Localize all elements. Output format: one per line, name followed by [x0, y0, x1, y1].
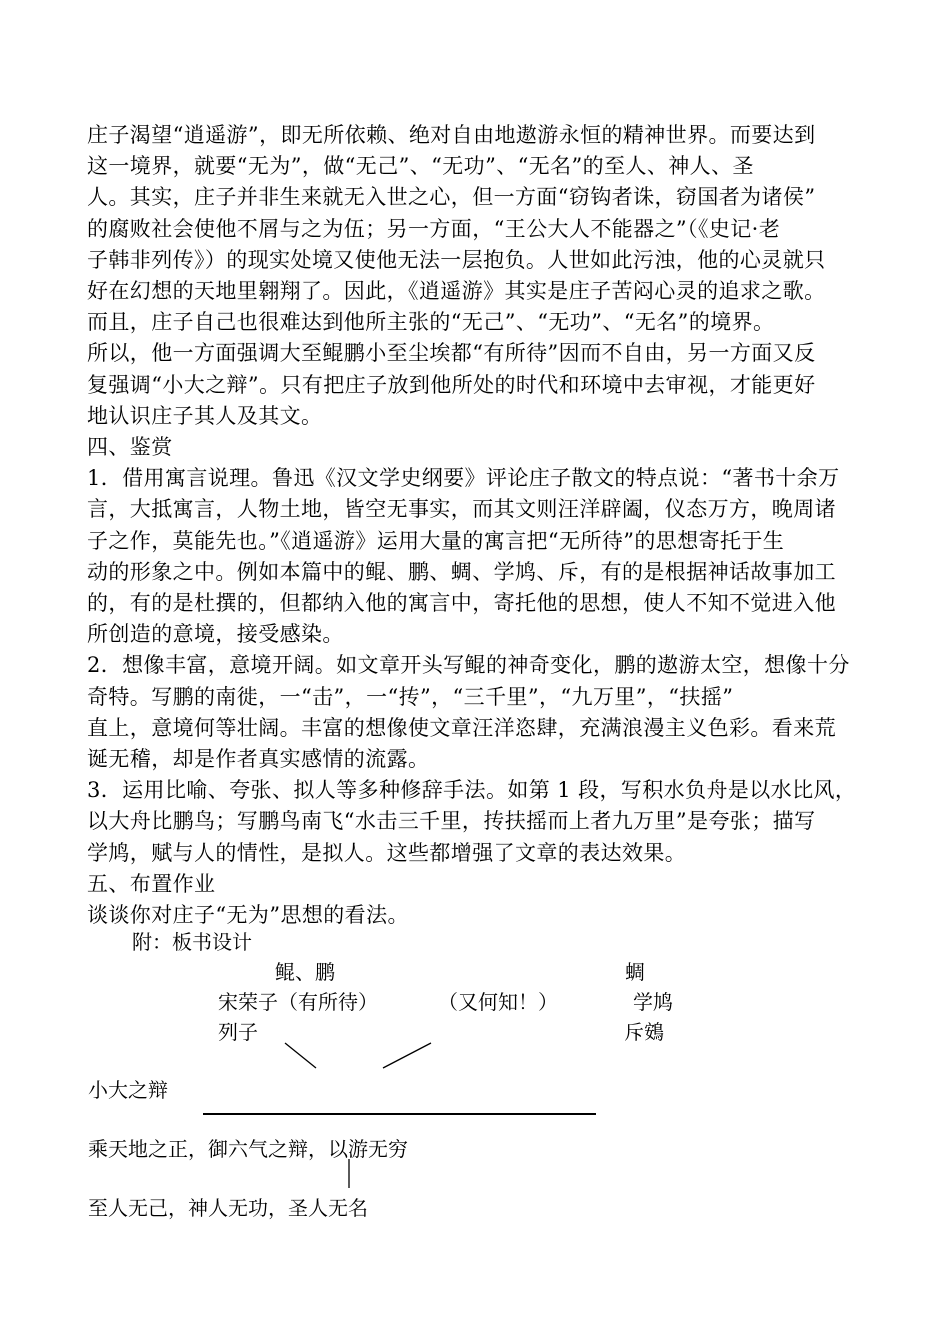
text-line: 1．借用寓言说理。鲁迅《汉文学史纲要》评论庄子散文的特点说：“著书十余万: [87, 466, 840, 491]
text-line: 好在幻想的天地里翱翔了。因此，《逍遥游》其实是庄子苦闷心灵的追求之歌。: [87, 279, 826, 304]
board-middle: （又何知！）: [438, 990, 558, 1014]
board-right-item: 蜩: [625, 960, 645, 984]
board-line-2: 至人无己，神人无功，圣人无名: [88, 1196, 368, 1220]
text-line: 复强调“小大之辩”。只有把庄子放到他所处的时代和环境中去审视，才能更好: [87, 372, 816, 397]
text-line: 地认识庄子其人及其文。: [87, 403, 323, 428]
text-line: 3．运用比喻、夸张、拟人等多种修辞手法。如第 1 段，写积水负舟是以水比风，: [87, 778, 857, 803]
board-left-label: 小大之辩: [88, 1078, 168, 1102]
text-line: 所创造的意境，接受感染。: [87, 622, 344, 647]
text-line: 2．想像丰富，意境开阔。如文章开头写鲲的神奇变化，鹏的遨游太空，想像十分: [87, 653, 850, 678]
text-line: 人。其实，庄子并非生来就无入世之心，但一方面“窃钩者诛，窃国者为诸侯”: [87, 185, 816, 210]
horizontal-divider: [203, 1113, 596, 1115]
text-line: 而且，庄子自己也很难达到他所主张的“无己”、“无功”、“无名”的境界。: [87, 310, 775, 335]
text-line: 奇特。写鹏的南徙，一“击”，一“抟”，“三千里”，“九万里”，“扶摇”: [87, 684, 734, 709]
text-line: 诞无稽，却是作者真实感情的流露。: [87, 747, 430, 772]
section-heading: 五、布置作业: [87, 871, 216, 896]
section-heading: 四、鉴赏: [87, 435, 173, 460]
text-line: 这一境界，就要“无为”，做“无己”、“无功”、“无名”的至人、神人、圣: [87, 154, 754, 179]
board-heading: 附：板书设计: [132, 930, 252, 954]
board-line-1: 乘天地之正，御六气之辩，以游无穷: [88, 1137, 408, 1161]
text-line: 庄子渴望“逍遥游”，即无所依赖、绝对自由地遨游永恒的精神世界。而要达到: [87, 123, 816, 147]
text-line: 子之作，莫能先也。”《逍遥游》运用大量的寓言把“无所待”的思想寄托于生: [87, 528, 785, 553]
board-right-item: 斥鴳: [624, 1020, 664, 1044]
text-line: 直上，意境何等壮阔。丰富的想像使文章汪洋恣肆，充满浪漫主义色彩。看来荒: [87, 715, 836, 740]
text-line: 学鸠，赋与人的情性，是拟人。这些都增强了文章的表达效果。: [87, 840, 687, 865]
board-left-item: 列子: [218, 1020, 258, 1044]
right-diagonal-line: [383, 1043, 431, 1068]
text-line: 的腐败社会使他不屑与之为伍；另一方面，“王公大人不能器之”（《史记·老: [87, 216, 781, 241]
text-line: 子韩非列传》）的现实处境又使他无法一层抱负。人世如此污浊，他的心灵就只: [87, 247, 826, 272]
text-line: 动的形象之中。例如本篇中的鲲、鹏、蜩、学鸠、斥，有的是根据神话故事加工: [87, 559, 836, 584]
text-line: 所以，他一方面强调大至鲲鹏小至尘埃都“有所待”因而不自由，另一方面又反: [87, 341, 816, 366]
left-diagonal-line: [285, 1043, 316, 1068]
text-line: 的，有的是杜撰的，但都纳入他的寓言中，寄托他的思想，使人不知不觉进入他: [87, 591, 836, 616]
text-line: 谈谈你对庄子“无为”思想的看法。: [87, 903, 409, 928]
text-line: 以大舟比鹏鸟；写鹏鸟南飞“水击三千里，抟扶摇而上者九万里”是夸张；描写: [87, 809, 816, 834]
board-right-item: 学鸠: [633, 990, 673, 1014]
text-line: 言，大抵寓言，人物土地，皆空无事实，而其文则汪洋辟阖，仪态万方，晚周诸: [87, 497, 836, 522]
board-left-item: 宋荣子（有所待）: [218, 990, 378, 1014]
board-left-item: 鲲、鹏: [275, 960, 335, 984]
